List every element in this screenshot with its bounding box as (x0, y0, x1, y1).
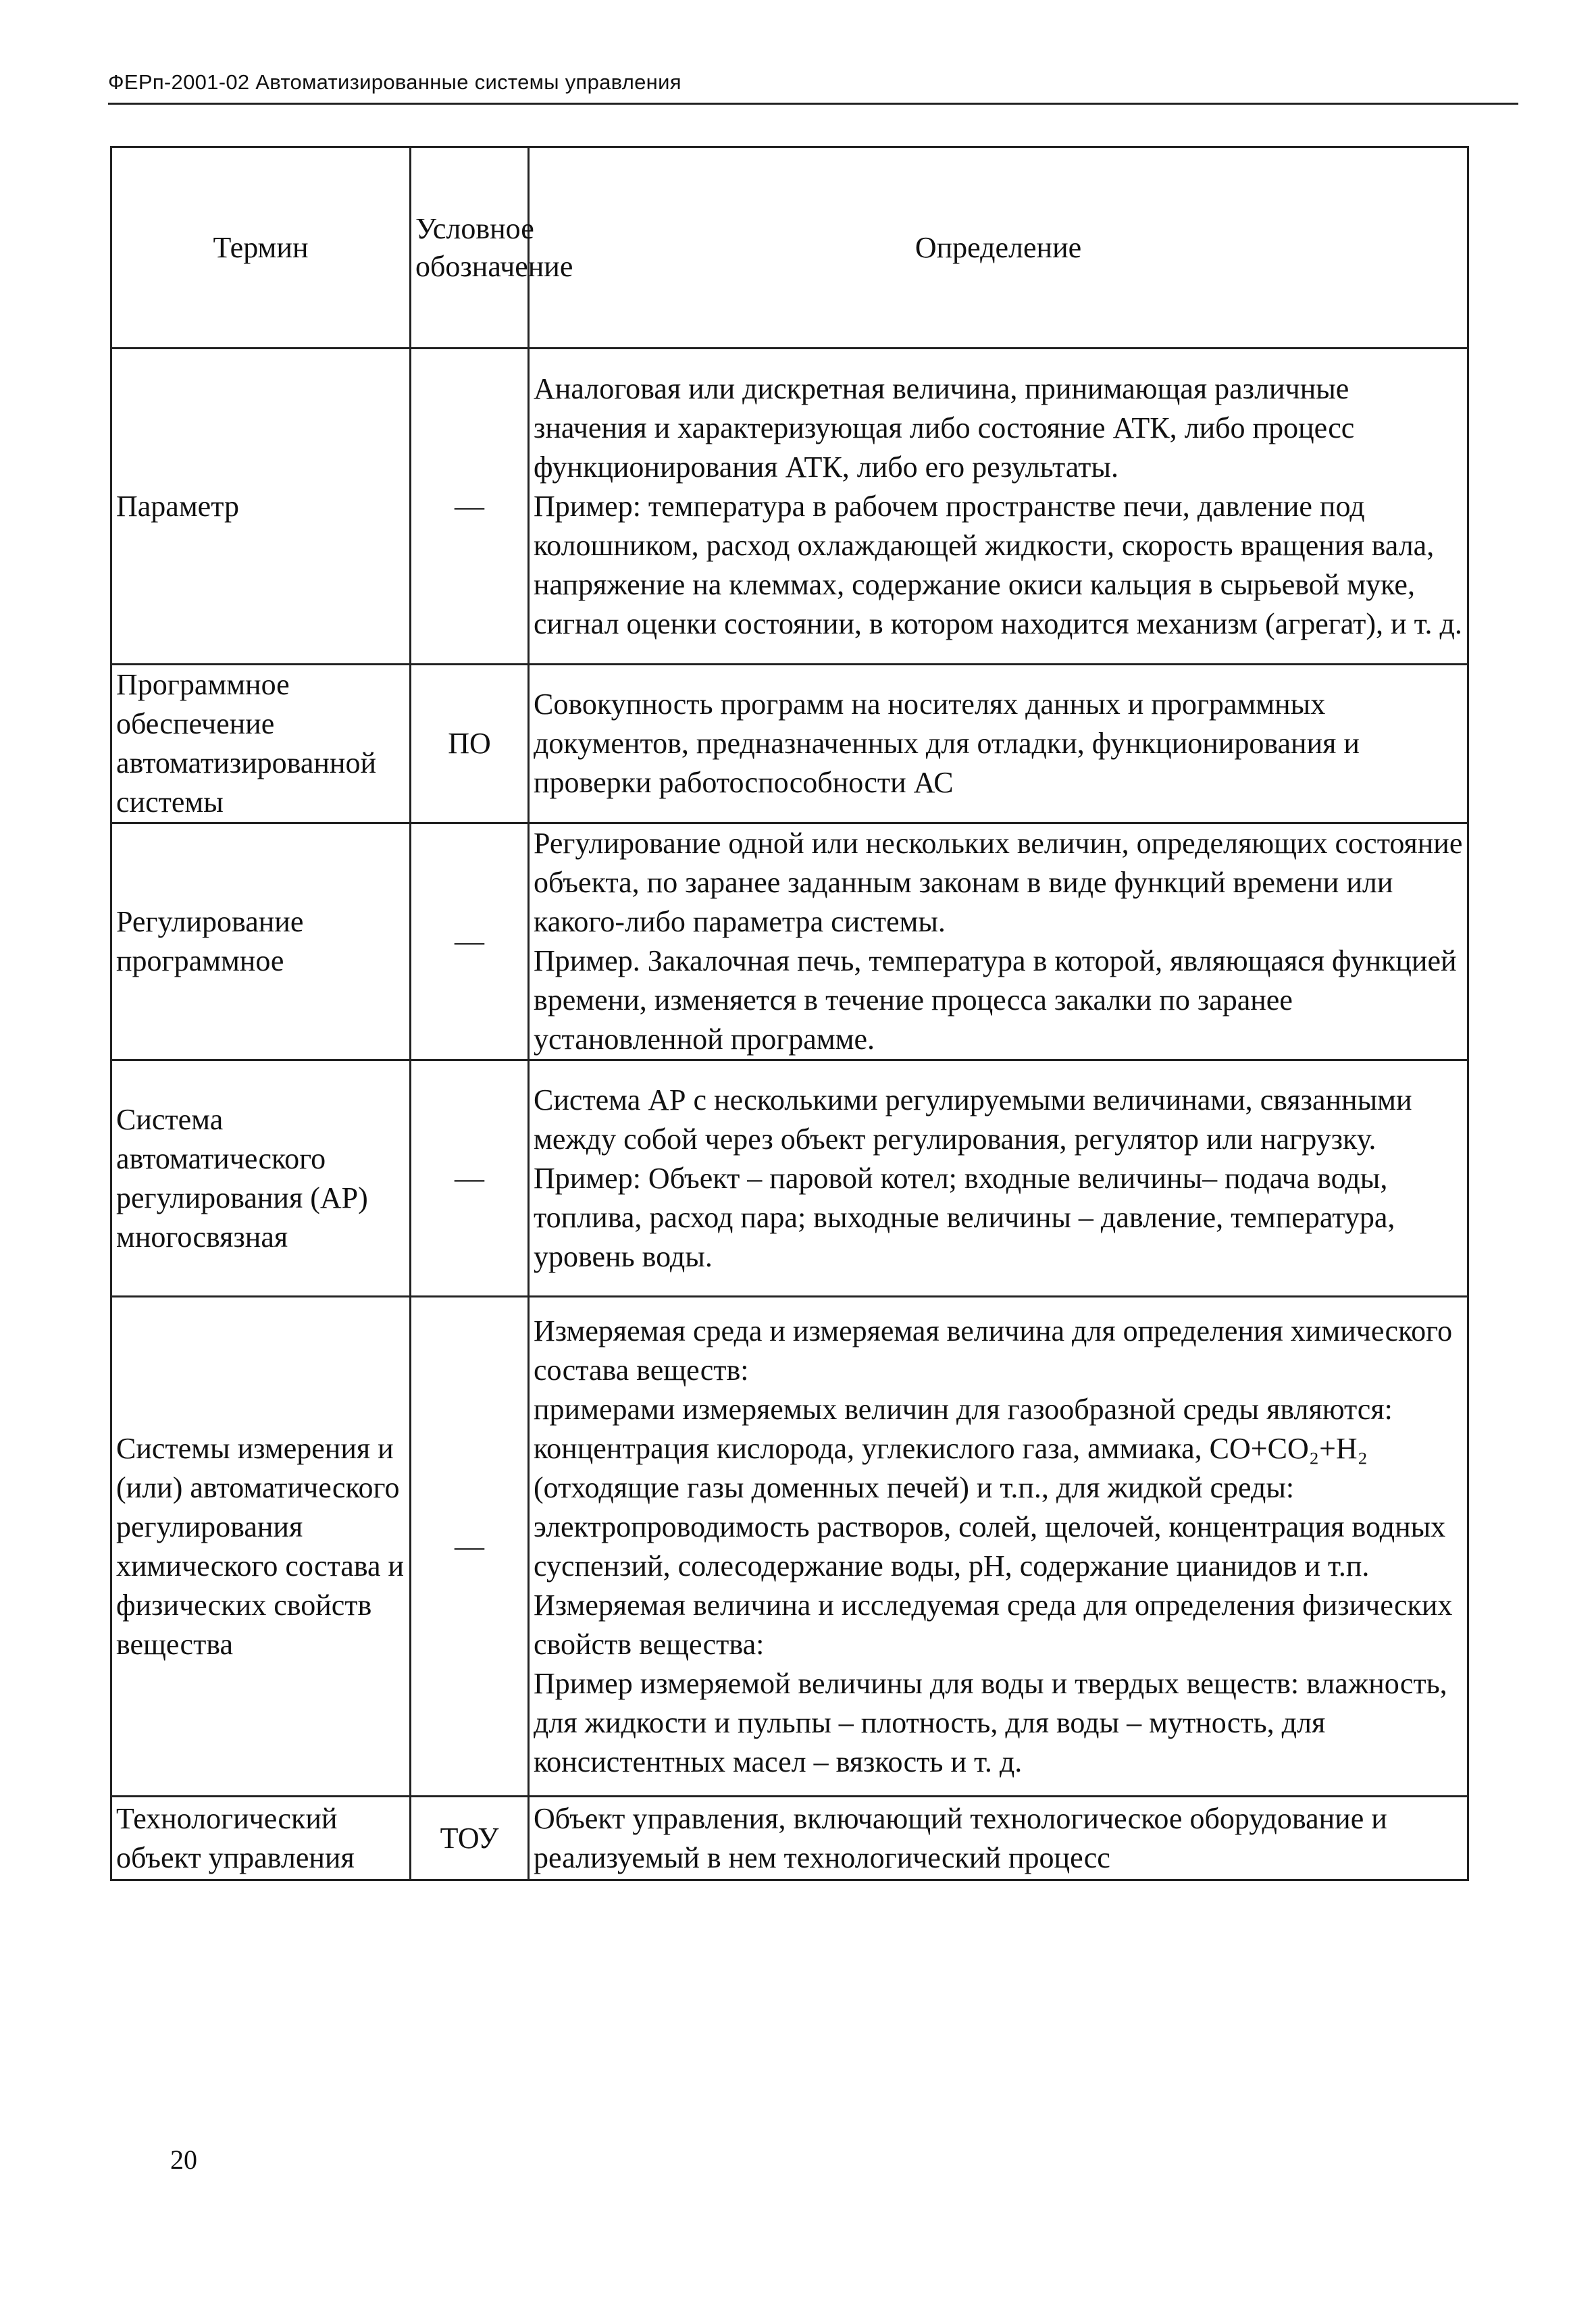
definition-paragraph: Пример измеряемой величины для воды и твердых веществ: влажность, для жидкости и пульпы – плотность, для воды – мутность, для консистентных масел – вязкость и т. д. (534, 1666, 1447, 1778)
definition-paragraph: примерами измеряемых величин для газообразной среды являются: концентрация кислорода, углекислого газа, аммиака, CO+CO₂+H₂ (отходящие газы доменных печей) и т.п., для жидкой среды: электропроводимость растворов, солей, щелочей, концентрация водных суспензий, солесодержание воды, pH, содержание цианидов и т.п. (534, 1392, 1446, 1583)
definition-cell (529, 349, 1468, 665)
definition-paragraph: Пример. Закалочная печь, температура в которой, являющаяся функцией времени, изменяется в течение процесса закалки по заранее установленной программе. (534, 944, 1457, 1056)
definition-paragraph: Регулирование одной или нескольких величин, определяющих состояние объекта, по заранее заданным законам в виде функций времени или какого-либо параметра системы. (534, 827, 1463, 938)
definition-paragraph: Аналоговая или дискретная величина, принимающая различные значения и характеризующая либо состояние АТК, либо процесс функционирования АТК, либо его результаты. (534, 371, 1355, 484)
definition-paragraph: Пример: Объект – паровой котел; входные величины– подача воды, топлива, расход пара; выходные величины – давление, температура, уровень воды. (534, 1161, 1395, 1273)
term-cell: Система автоматического регулирования (АР) многосвязная (111, 1060, 411, 1297)
table-row (111, 1060, 1468, 1297)
term-cell: Системы измерения и (или) автоматического регулирования химического состава и физических свойств вещества (111, 1297, 411, 1797)
symbol-cell: ПО (411, 665, 529, 823)
definition-paragraph: Измеряемая величина и исследуемая среда для определения физических свойств вещества: (534, 1588, 1453, 1661)
page-number: 20 (170, 2144, 197, 2175)
symbol-cell: — (411, 823, 529, 1060)
table-row (111, 1797, 1468, 1880)
term-cell: Параметр (111, 349, 411, 665)
table-row (111, 665, 1468, 823)
column-header-symbol: Условное обозначение (411, 147, 529, 349)
symbol-cell: — (411, 1060, 529, 1297)
term-cell: Регулирование программное (111, 823, 411, 1060)
symbol-cell: — (411, 1297, 529, 1797)
term-cell: Программное обеспечение автоматизированной системы (111, 665, 411, 823)
column-header-definition: Определение (529, 147, 1468, 349)
definition-paragraph: Система АР с несколькими регулируемыми величинами, связанными между собой через объект регулирования, регулятор или нагрузку. (534, 1083, 1412, 1156)
table-row (111, 1297, 1468, 1797)
term-cell: Технологический объект управления (111, 1797, 411, 1880)
column-header-term: Термин (111, 147, 411, 349)
symbol-cell: ТОУ (411, 1797, 529, 1880)
definition-cell (529, 823, 1468, 1060)
definition-cell (529, 1060, 1468, 1297)
definition-cell (529, 1297, 1468, 1797)
terms-table (110, 146, 1469, 1881)
symbol-cell: — (411, 349, 529, 665)
definition-paragraph: Пример: температура в рабочем пространстве печи, давление под колошником, расход охлаждающей жидкости, скорость вращения вала, напряжение на клеммах, содержание окиси кальция в сырьевой муке, сигнал оценки состоянии, в котором находится механизм (агрегат), и т. д. (534, 489, 1462, 640)
definition-paragraph: Объект управления, включающий технологическое оборудование и реализуемый в нем технологический процесс (534, 1801, 1387, 1874)
table-row (111, 823, 1468, 1060)
document-header: ФЕРп-2001-02 Автоматизированные системы управления (108, 70, 681, 94)
definition-cell (529, 665, 1468, 823)
definition-cell (529, 1797, 1468, 1880)
table-row (111, 349, 1468, 665)
header-rule (108, 103, 1518, 105)
definition-paragraph: Измеряемая среда и измеряемая величина для определения химического состава веществ: (534, 1314, 1453, 1387)
definition-paragraph: Совокупность программ на носителях данных и программных документов, предназначенных для отладки, функционирования и проверки работоспособности АС (534, 688, 1360, 799)
